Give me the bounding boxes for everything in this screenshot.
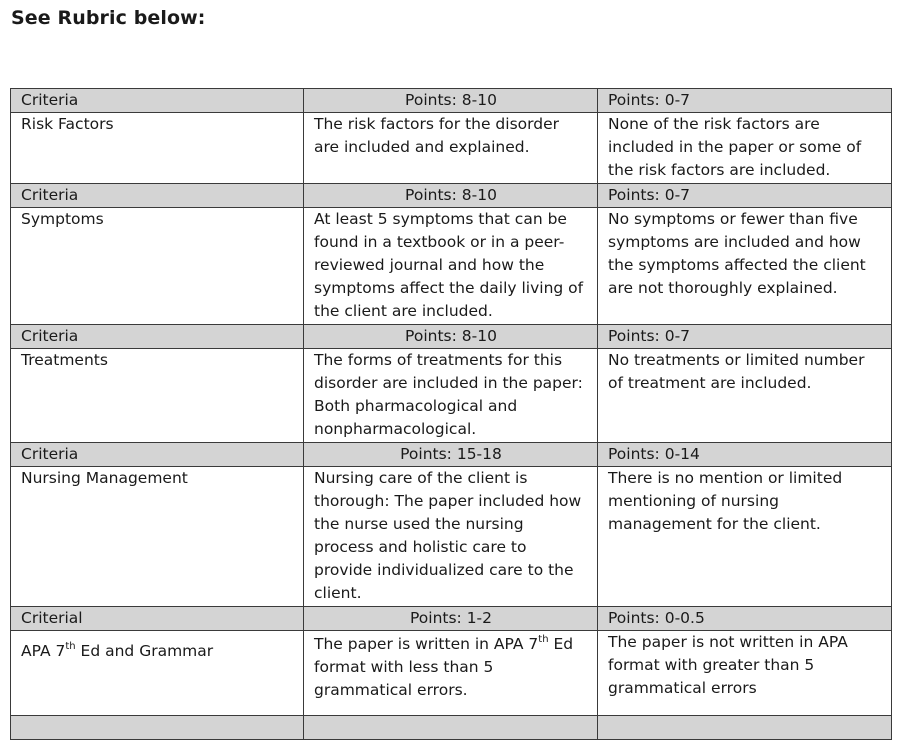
criteria-row-risk-factors xyxy=(11,113,892,184)
criteria-header-row xyxy=(11,184,892,208)
rubric-table xyxy=(10,88,892,740)
high-points-label: Points: 8-10 xyxy=(304,184,598,208)
high-description-superscript: th xyxy=(538,633,549,645)
criteria-row-nursing-management xyxy=(11,467,892,607)
criteria-name: Nursing Management xyxy=(11,467,304,607)
criteria-name: Symptoms xyxy=(11,208,304,325)
low-description: No treatments or limited number of treatment are included. xyxy=(598,349,892,443)
criteria-label: Criterial xyxy=(11,607,304,631)
criteria-name-prefix: APA 7 xyxy=(21,642,66,660)
high-description-suffix: Ed format with less than 5 grammatical errors. xyxy=(314,635,574,699)
footer-cell xyxy=(304,716,598,740)
criteria-label: Criteria xyxy=(11,443,304,467)
criteria-row-apa-grammar xyxy=(11,631,892,716)
criteria-name-superscript: th xyxy=(65,640,76,652)
low-points-label: Points: 0-0.5 xyxy=(598,607,892,631)
low-description: There is no mention or limited mentioning of nursing management for the client. xyxy=(598,467,892,607)
high-description xyxy=(304,631,598,716)
table-footer-row xyxy=(11,716,892,740)
criteria-label: Criteria xyxy=(11,89,304,113)
high-points-label: Points: 15-18 xyxy=(304,443,598,467)
criteria-header-row xyxy=(11,607,892,631)
high-description: The forms of treatments for this disorder are included in the paper: Both pharmacological and nonpharmacological. xyxy=(304,349,598,443)
criteria-row-treatments xyxy=(11,349,892,443)
criteria-label: Criteria xyxy=(11,325,304,349)
criteria-name-suffix: Ed and Grammar xyxy=(75,642,214,660)
low-description: None of the risk factors are included in the paper or some of the risk factors are included. xyxy=(598,113,892,184)
high-description-prefix: The paper is written in APA 7 xyxy=(314,635,539,653)
low-points-label: Points: 0-7 xyxy=(598,325,892,349)
footer-cell xyxy=(598,716,892,740)
criteria-name xyxy=(11,631,304,716)
high-points-label: Points: 8-10 xyxy=(304,89,598,113)
low-points-label: Points: 0-7 xyxy=(598,89,892,113)
low-description: No symptoms or fewer than five symptoms are included and how the symptoms affected the client are not thoroughly explained. xyxy=(598,208,892,325)
high-description: At least 5 symptoms that can be found in a textbook or in a peer-reviewed journal and how the symptoms affect the daily living of the client are included. xyxy=(304,208,598,325)
criteria-row-symptoms xyxy=(11,208,892,325)
criteria-name: Treatments xyxy=(11,349,304,443)
criteria-name: Risk Factors xyxy=(11,113,304,184)
criteria-header-row xyxy=(11,89,892,113)
low-points-label: Points: 0-7 xyxy=(598,184,892,208)
high-description: Nursing care of the client is thorough: The paper included how the nurse used the nursing process and holistic care to provide individualized care to the client. xyxy=(304,467,598,607)
criteria-label: Criteria xyxy=(11,184,304,208)
page-heading: See Rubric below: xyxy=(11,7,206,29)
criteria-header-row xyxy=(11,325,892,349)
low-description: The paper is not written in APA format with greater than 5 grammatical errors xyxy=(598,631,892,716)
low-points-label: Points: 0-14 xyxy=(598,443,892,467)
criteria-header-row xyxy=(11,443,892,467)
footer-cell xyxy=(11,716,304,740)
high-points-label: Points: 1-2 xyxy=(304,607,598,631)
high-points-label: Points: 8-10 xyxy=(304,325,598,349)
high-description: The risk factors for the disorder are included and explained. xyxy=(304,113,598,184)
